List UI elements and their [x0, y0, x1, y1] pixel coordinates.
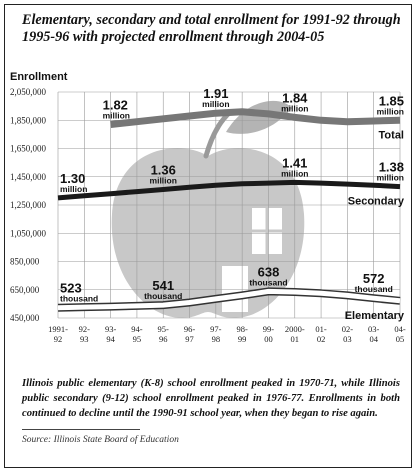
x-tick-label: 94-	[131, 324, 143, 334]
value-label: 1.30	[60, 170, 86, 186]
y-tick-label: 1,850,000	[10, 115, 46, 126]
y-axis-title: Enrollment	[10, 71, 68, 83]
value-label: 572	[362, 271, 385, 287]
value-unit-label: million	[376, 106, 404, 117]
x-tick-label: 97-	[210, 324, 222, 334]
series-label-secondary: Secondary	[347, 195, 404, 208]
x-tick-label: 96	[158, 334, 168, 344]
y-tick-label: 1,650,000	[10, 143, 46, 154]
x-tick-label: 1991-	[48, 324, 68, 334]
value-label: 1.36	[150, 162, 176, 178]
x-tick-label: 02	[316, 334, 326, 344]
x-tick-label: 98-	[236, 324, 248, 334]
x-tick-label: 95	[132, 334, 142, 344]
x-tick-label: 93	[80, 334, 89, 344]
x-tick-label: 97	[185, 334, 194, 344]
value-label: 1.84	[282, 90, 308, 106]
value-label: 638	[257, 264, 280, 280]
x-tick-label: 05	[395, 334, 405, 344]
x-tick-label: 02-	[341, 324, 354, 334]
value-unit-label: million	[102, 110, 131, 121]
x-tick-label: 98	[211, 334, 221, 344]
value-unit-label: thousand	[144, 291, 183, 302]
x-tick-label: 04	[369, 334, 378, 344]
value-label: 541	[152, 278, 175, 294]
chart-title: Elementary, secondary and total enrollment for 1991-92 through 1995-96 with projected enrollment through 2004-05	[22, 12, 401, 45]
y-tick-labels	[10, 87, 47, 323]
value-unit-label: million	[376, 172, 404, 183]
value-label: 1.91	[203, 86, 229, 102]
x-tick-label: 2000-	[284, 324, 305, 334]
y-tick-label: 850,000	[10, 256, 40, 267]
x-tick-label: 01-	[315, 324, 327, 334]
x-tick-label: 04-	[394, 324, 406, 334]
value-label: 1.85	[378, 93, 404, 109]
chart-source: Source: Illinois State Board of Education	[22, 435, 179, 445]
value-unit-label: thousand	[60, 293, 99, 304]
x-tick-label: 01	[290, 334, 300, 344]
x-tick-label: 99	[237, 334, 247, 344]
value-unit-label: million	[60, 183, 88, 194]
apple-door	[222, 266, 248, 312]
y-tick-label: 450,000	[10, 313, 40, 323]
x-tick-label: 93-	[104, 324, 117, 334]
source-divider	[22, 429, 140, 430]
value-unit-label: million	[281, 168, 309, 179]
value-unit-label: thousand	[249, 277, 288, 288]
x-tick-label: 03-	[368, 324, 380, 334]
value-unit-label: million	[202, 99, 230, 110]
x-tick-label: 92-	[78, 324, 90, 334]
value-label: 1.82	[102, 97, 128, 113]
y-tick-label: 2,050,000	[10, 87, 46, 97]
y-tick-label: 1,450,000	[10, 171, 46, 182]
chart-caption: Illinois public elementary (K-8) school enrollment peaked in 1970-71, while Illinois public secondary (9-12) school enrollment peaked in 1976-77. Enrollments in both continued to decline until the 1990-91 school year, when they began to rise again.	[22, 378, 400, 419]
y-tick-label: 1,250,000	[10, 200, 46, 210]
x-tick-label: 92	[53, 334, 63, 344]
x-tick-labels	[48, 324, 406, 344]
x-tick-label: 03	[343, 334, 352, 344]
value-label: 1.38	[378, 159, 404, 175]
x-tick-label: 95-	[157, 324, 169, 334]
x-tick-label: 99-	[262, 324, 275, 334]
x-tick-label: 94	[106, 334, 115, 344]
value-label: 523	[60, 280, 82, 296]
x-tick-label: 00	[264, 334, 273, 344]
value-unit-label: million	[281, 103, 309, 114]
series-label-elementary: Elementary	[344, 309, 404, 322]
y-tick-label: 650,000	[10, 284, 40, 295]
value-label: 1.41	[282, 155, 308, 171]
series-label-total: Total	[378, 129, 404, 142]
value-unit-label: thousand	[354, 284, 393, 295]
value-unit-label: million	[149, 175, 177, 186]
x-tick-label: 96-	[183, 324, 196, 334]
y-tick-label: 1,050,000	[10, 228, 46, 239]
